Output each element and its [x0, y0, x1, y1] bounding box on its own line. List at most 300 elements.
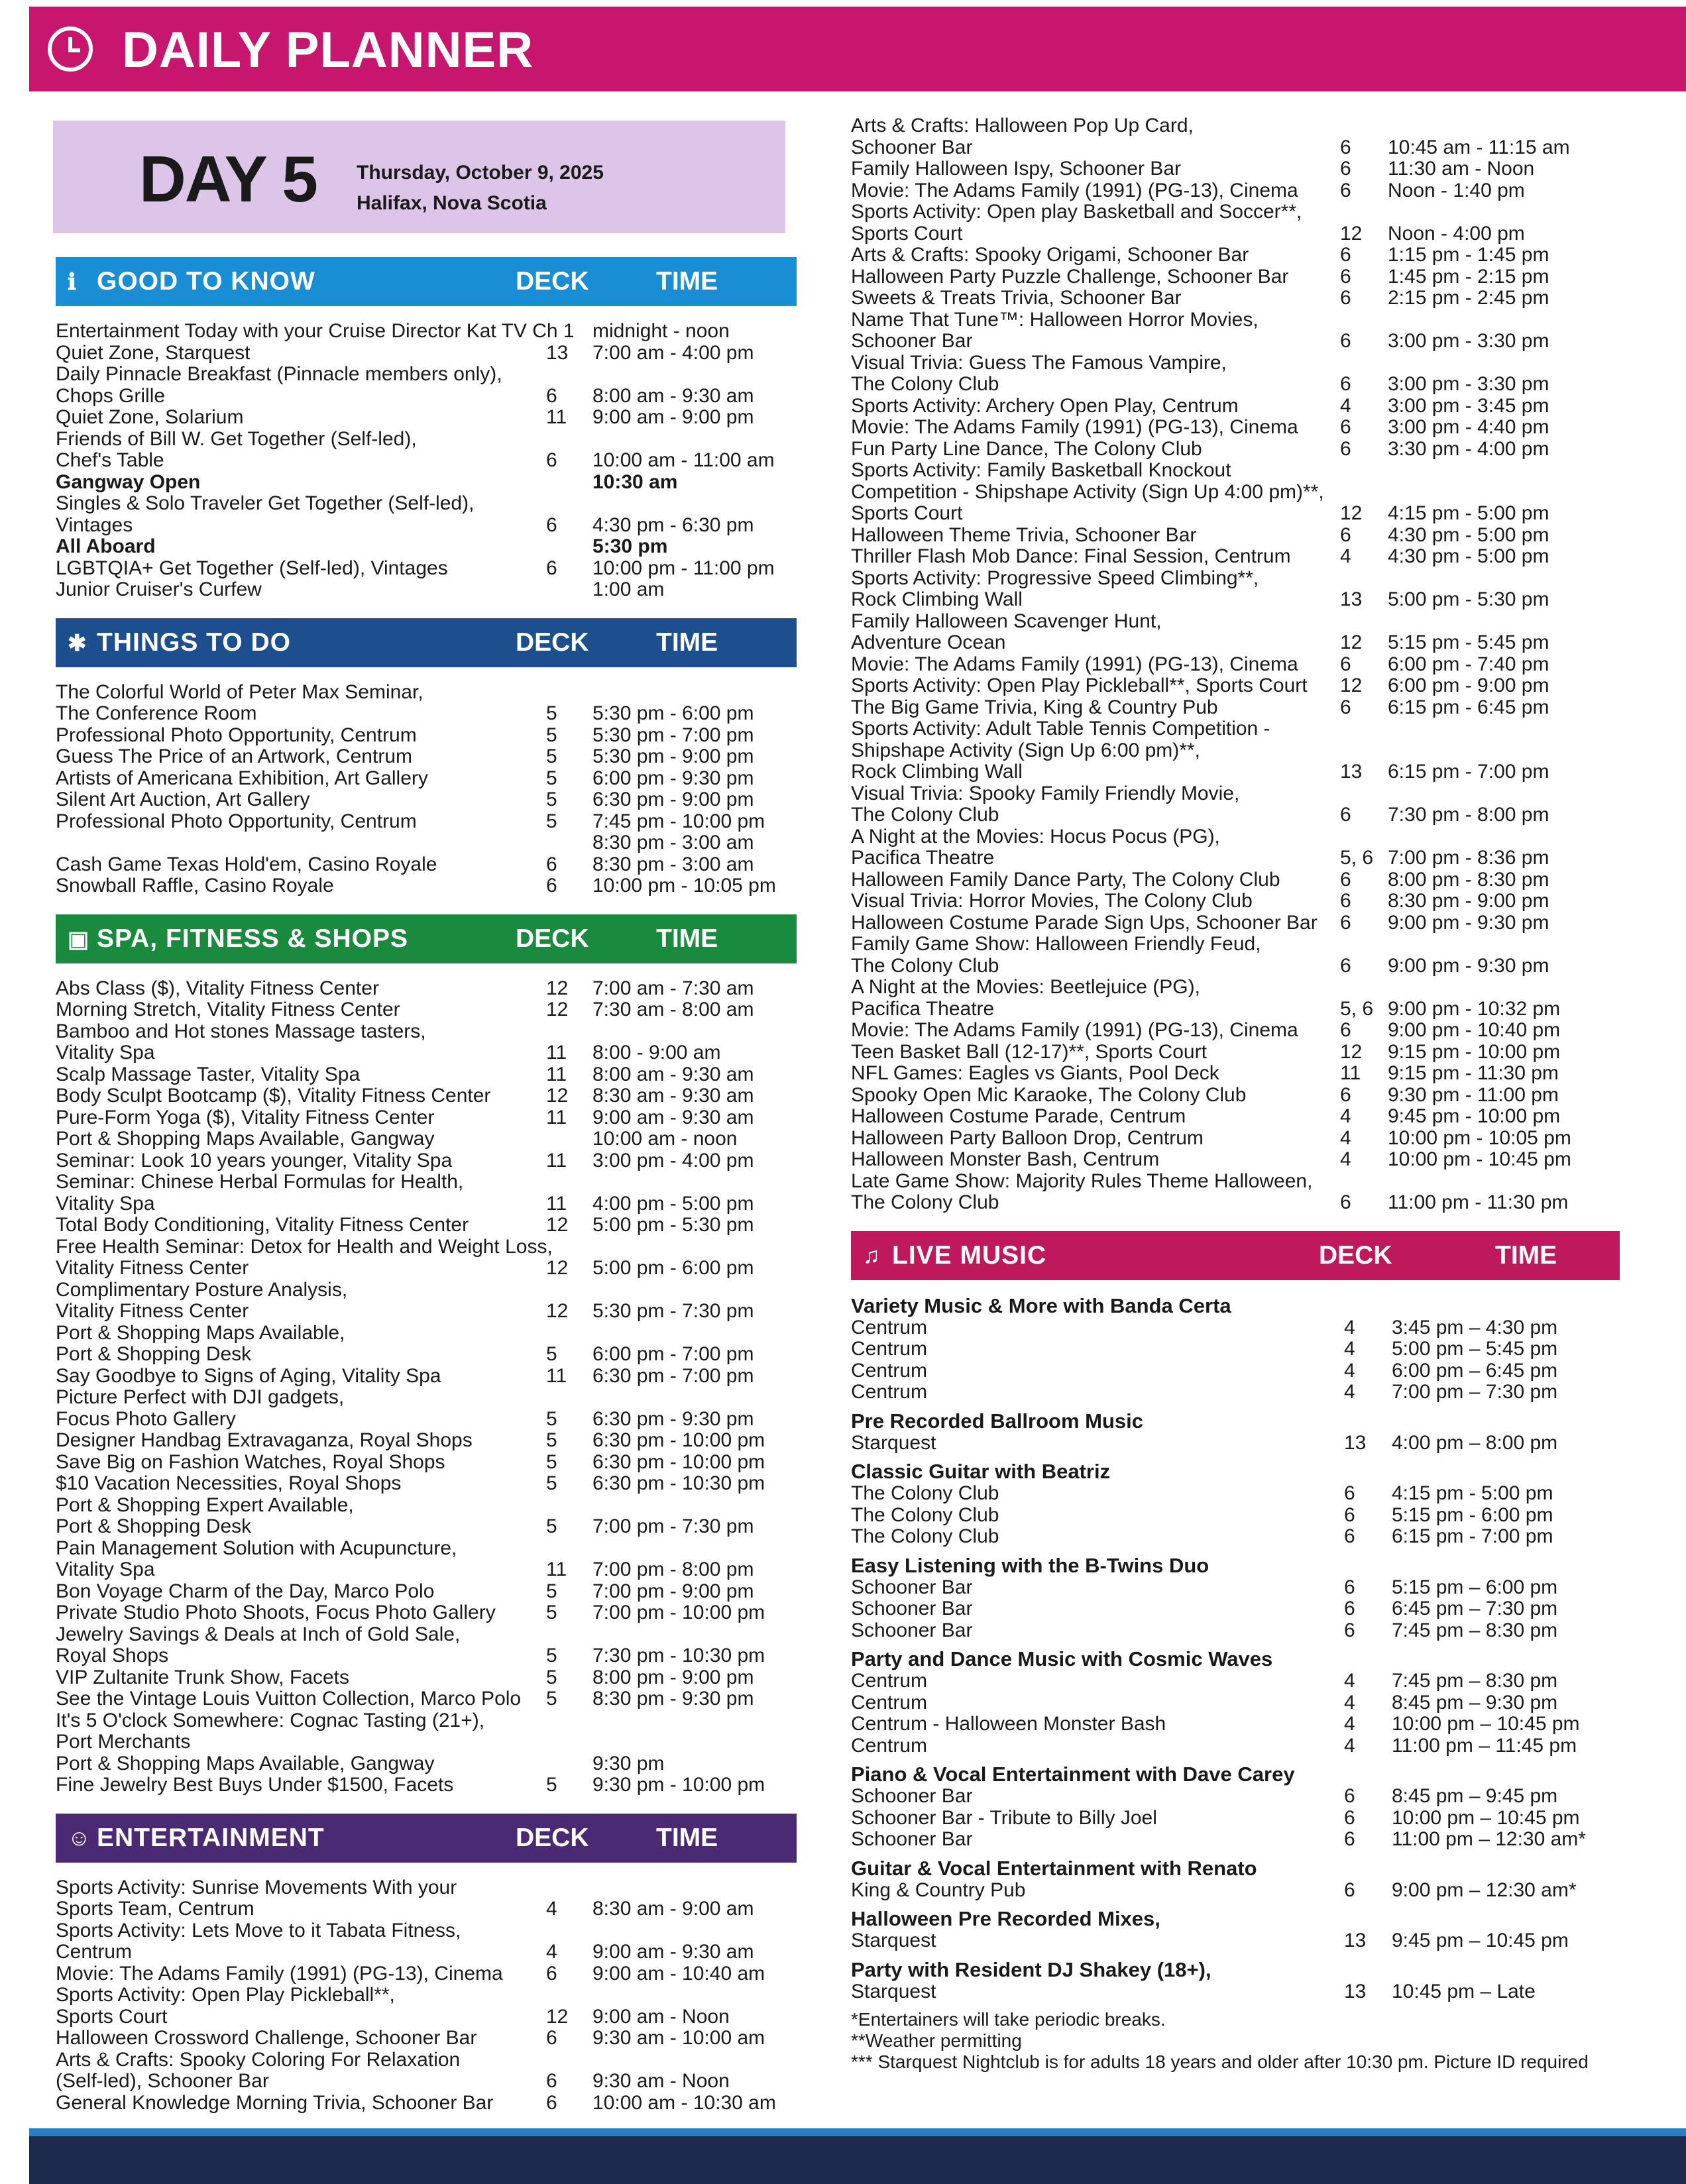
event-time: 7:00 pm – 7:30 pm [1392, 1381, 1558, 1403]
deck-number: 11 [546, 1042, 567, 1064]
deck-number: 4 [1340, 545, 1351, 567]
schedule-row [56, 429, 797, 451]
schedule-row [56, 1236, 797, 1258]
event-time: 9:30 am - Noon [592, 2070, 730, 2092]
deck-number: 5 [546, 1407, 557, 1430]
schedule-row [851, 740, 1673, 762]
deck-number: 6 [1344, 1525, 1355, 1547]
deck-number: 12 [1340, 502, 1363, 524]
event-name: Sports Activity: Open play Basketball and Soccer**, [851, 201, 1302, 223]
deck-number: 4 [1340, 1126, 1351, 1149]
event-name: Port & Shopping Expert Available, [56, 1494, 354, 1516]
schedule-row [56, 1409, 797, 1431]
event-name: Sports Court [851, 222, 963, 245]
event-name: Arts & Crafts: Halloween Pop Up Card, [851, 115, 1194, 136]
deck-number: 6 [1344, 1806, 1355, 1829]
event-name: Sports Court [851, 502, 963, 524]
schedule-row [56, 1172, 797, 1193]
music-group-title: Party and Dance Music with Cosmic Waves [851, 1647, 1273, 1670]
spa-fitness-shops-header: ▣ SPA, FITNESS & SHOPS DECK TIME [56, 914, 797, 963]
event-name: Family Game Show: Halloween Friendly Feud, [851, 933, 1261, 955]
event-name: Centrum [851, 1316, 928, 1338]
event-name: See the Vintage Louis Vuitton Collection, Marco Polo [56, 1688, 522, 1710]
deck-number: 6 [1340, 696, 1351, 718]
event-name: Singles & Solo Traveler Get Together (Self-led), [56, 492, 475, 514]
event-name: A Night at the Movies: Beetlejuice (PG), [851, 976, 1200, 998]
event-time: 8:00 am - 9:30 am [592, 384, 754, 407]
event-time: 9:00 pm - 10:32 pm [1388, 997, 1561, 1020]
schedule-row [56, 682, 797, 704]
event-time: 5:15 pm - 5:45 pm [1388, 631, 1549, 653]
schedule-row [851, 460, 1673, 482]
shopping-bag-icon: ▣ [68, 926, 89, 952]
deck-number: 4 [1344, 1359, 1355, 1382]
deck-number: 13 [1344, 1431, 1367, 1454]
event-time: 5:30 pm - 9:00 pm [592, 745, 754, 767]
schedule-row [851, 1829, 1673, 1851]
deck-number: 6 [1344, 1879, 1355, 1901]
event-name: Vitality Spa [56, 1558, 155, 1580]
event-name: Sweets & Treats Trivia, Schooner Bar [851, 287, 1182, 309]
music-group-title: Party with Resident DJ Shakey (18+), [851, 1957, 1211, 1981]
schedule-row [56, 832, 797, 854]
event-name: Halloween Party Puzzle Challenge, Schooner Bar [851, 265, 1289, 288]
schedule-row [851, 1670, 1673, 1692]
event-name: Name That Tune™: Halloween Horror Movies, [851, 308, 1259, 331]
schedule-row [851, 1192, 1673, 1214]
schedule-row [56, 1473, 797, 1495]
schedule-row [851, 611, 1673, 633]
schedule-row [851, 891, 1673, 912]
entertainment-header: ☺ ENTERTAINMENT DECK TIME [56, 1814, 797, 1863]
schedule-row [851, 439, 1673, 461]
schedule-row [851, 331, 1673, 353]
event-time: 9:00 pm - 9:30 pm [1388, 911, 1549, 934]
event-name: Schooner Bar [851, 1785, 973, 1807]
schedule-row [56, 1387, 797, 1409]
deck-number: 4 [1340, 1105, 1351, 1127]
schedule-row [851, 804, 1673, 826]
schedule-row [56, 407, 797, 429]
event-time: 10:00 pm - 11:00 pm [592, 557, 775, 579]
event-time: 6:30 pm - 10:30 pm [592, 1472, 765, 1494]
event-name: Sports Activity: Archery Open Play, Centrum [851, 394, 1239, 417]
deck-number: 4 [546, 1898, 557, 1920]
schedule-row [56, 1538, 797, 1560]
day-label: DAY 5 [139, 142, 317, 215]
event-name: Sports Activity: Lets Move to it Tabata Fitness, [56, 1919, 461, 1941]
deck-number: 6 [546, 875, 557, 897]
event-time: midnight - noon [592, 320, 730, 342]
deck-number: 6 [546, 449, 557, 471]
schedule-row [56, 1215, 797, 1236]
schedule-row [56, 789, 797, 811]
deck-number: 6 [546, 2027, 557, 2049]
things-to-do-header: ✱ THINGS TO DO DECK TIME [56, 618, 797, 667]
schedule-row [56, 1920, 797, 1942]
schedule-row [56, 1258, 797, 1280]
schedule-row [851, 1020, 1673, 1042]
deck-number: 4 [1340, 1148, 1351, 1170]
deck-number: 6 [546, 2070, 557, 2092]
deck-number: 6 [1340, 868, 1351, 891]
running-person-icon: ✱ [68, 630, 87, 656]
music-group-title: Halloween Pre Recorded Mixes, [851, 1907, 1160, 1930]
event-time: 5:00 pm - 5:30 pm [1388, 588, 1549, 610]
schedule-row [56, 999, 797, 1021]
schedule-row [56, 1645, 797, 1667]
event-time: 9:30 pm - 11:00 pm [1388, 1083, 1559, 1106]
event-name: Halloween Costume Parade Sign Ups, Schooner Bar [851, 911, 1318, 934]
event-time: 5:15 pm - 6:00 pm [1392, 1503, 1553, 1526]
event-time: 7:00 pm - 10:00 pm [592, 1602, 765, 1623]
event-time: 10:00 pm – 10:45 pm [1392, 1806, 1580, 1829]
deck-number: 12 [1340, 222, 1363, 245]
schedule-row [851, 1505, 1673, 1527]
event-time: 7:30 pm - 8:00 pm [1388, 804, 1549, 826]
event-name: Movie: The Adams Family (1991) (PG-13), Cinema [56, 1962, 503, 1985]
schedule-row [56, 1042, 797, 1064]
event-time: 5:00 pm - 6:00 pm [592, 1257, 754, 1279]
event-name: Spooky Open Mic Karaoke, The Colony Club [851, 1083, 1247, 1106]
schedule-row [56, 1624, 797, 1646]
event-time: 9:15 pm - 11:30 pm [1388, 1062, 1559, 1084]
event-name: Sports Activity: Progressive Speed Climbing**, [851, 567, 1259, 589]
event-time: 8:00 - 9:00 am [592, 1042, 721, 1064]
deck-number: 5 [546, 1580, 557, 1602]
event-time: 8:30 am - 9:00 am [592, 1898, 754, 1920]
deck-number: 4 [1344, 1713, 1355, 1735]
deck-number: 5 [546, 1602, 557, 1623]
schedule-row [56, 1667, 797, 1689]
event-time: 9:30 pm - 10:00 pm [592, 1774, 765, 1796]
event-time: Noon - 1:40 pm [1388, 179, 1525, 201]
event-name: Say Goodbye to Signs of Aging, Vitality Spa [56, 1364, 441, 1387]
schedule-row [56, 1193, 797, 1215]
event-name: Vitality Fitness Center [56, 1300, 249, 1322]
deck-number: 6 [1340, 179, 1351, 201]
event-name: Halloween Costume Parade, Centrum [851, 1105, 1186, 1127]
schedule-row [851, 1085, 1673, 1107]
event-name: A Night at the Movies: Hocus Pocus (PG), [851, 825, 1220, 847]
deck-number: 6 [1340, 437, 1351, 460]
deck-number: 6 [1340, 287, 1351, 309]
event-name: Private Studio Photo Shoots, Focus Photo Gallery [56, 1602, 496, 1623]
event-name: Vitality Fitness Center [56, 1257, 249, 1279]
deck-number: 6 [1340, 136, 1351, 158]
schedule-row [56, 1344, 797, 1366]
event-time: 3:00 pm - 3:30 pm [1388, 373, 1549, 395]
event-time: 8:45 pm – 9:45 pm [1392, 1785, 1558, 1807]
event-name: Cash Game Texas Hold'em, Casino Royale [56, 853, 437, 875]
schedule-row [56, 1710, 797, 1732]
schedule-row [56, 1941, 797, 1963]
deck-number: 6 [1340, 804, 1351, 826]
event-time: 8:45 pm – 9:30 pm [1392, 1691, 1558, 1714]
schedule-row [56, 493, 797, 515]
schedule-row [56, 1688, 797, 1710]
schedule-row [56, 1985, 797, 2006]
deck-number: 6 [1340, 1083, 1351, 1106]
event-time: 11:00 pm – 11:45 pm [1392, 1734, 1577, 1757]
event-name: The Colony Club [851, 804, 999, 826]
deck-number: 4 [1340, 394, 1351, 417]
event-name: Halloween Party Balloon Drop, Centrum [851, 1126, 1204, 1149]
deck-number: 4 [1344, 1338, 1355, 1360]
schedule-row [56, 579, 797, 601]
schedule-row [56, 515, 797, 537]
event-time: 9:45 pm – 10:45 pm [1392, 1930, 1569, 1951]
event-name: Halloween Theme Trivia, Schooner Bar [851, 523, 1197, 546]
event-time: 3:45 pm – 4:30 pm [1392, 1316, 1558, 1338]
event-name: Seminar: Look 10 years younger, Vitality Spa [56, 1149, 453, 1172]
event-name: Artists of Americana Exhibition, Art Gallery [56, 767, 428, 789]
schedule-row [851, 1808, 1673, 1829]
event-name: The Conference Room [56, 702, 257, 724]
event-time: 5:30 pm - 6:00 pm [592, 702, 754, 724]
event-time: 6:30 pm - 10:00 pm [592, 1450, 765, 1473]
deck-number: 4 [1344, 1691, 1355, 1714]
schedule-row [56, 703, 797, 725]
clock-icon [48, 27, 93, 72]
schedule-row [56, 978, 797, 1000]
event-name: Royal Shops [56, 1645, 169, 1666]
event-name: Entertainment Today with your Cruise Director Kat TV Ch 1 [56, 320, 575, 342]
event-name: Centrum [56, 1941, 133, 1963]
deck-number: 5 [546, 1429, 557, 1451]
schedule-row [56, 746, 797, 768]
event-time: 11:00 pm - 11:30 pm [1388, 1191, 1569, 1213]
event-name: Sports Court [56, 2005, 168, 2028]
schedule-row [851, 956, 1673, 977]
event-time: 3:00 pm - 4:00 pm [592, 1149, 754, 1172]
schedule-row [851, 999, 1673, 1020]
event-time: 5:30 pm - 7:00 pm [592, 724, 754, 746]
schedule-row [851, 546, 1673, 568]
schedule-row [851, 201, 1673, 223]
deck-number: 5 [546, 702, 557, 724]
event-time: 4:30 pm - 5:00 pm [1388, 523, 1549, 546]
schedule-row [56, 1963, 797, 1985]
deck-number: 12 [546, 999, 569, 1020]
schedule-row [851, 1692, 1673, 1714]
schedule-row [56, 386, 797, 408]
event-name: Port & Shopping Maps Available, [56, 1321, 345, 1344]
event-name: Rock Climbing Wall [851, 761, 1023, 783]
schedule-row [851, 718, 1673, 740]
event-time: Noon - 4:00 pm [1388, 222, 1525, 245]
event-time: 6:15 pm - 7:00 pm [1392, 1525, 1553, 1547]
schedule-row [851, 1106, 1673, 1128]
schedule-row [851, 847, 1673, 869]
schedule-row [851, 589, 1673, 611]
deck-number: 6 [1344, 1619, 1355, 1641]
event-time: 9:00 am - 9:30 am [592, 1941, 754, 1963]
event-time: 6:00 pm - 7:40 pm [1388, 653, 1549, 675]
event-name: Centrum [851, 1359, 928, 1382]
deck-number: 4 [1344, 1670, 1355, 1692]
deck-number: 5 [546, 1515, 557, 1537]
schedule-row [56, 2071, 797, 2093]
event-name: NFL Games: Eagles vs Giants, Pool Deck [851, 1062, 1219, 1084]
event-time: 6:30 pm - 9:30 pm [592, 1407, 754, 1430]
schedule-row [56, 1128, 797, 1150]
event-name: Snowball Raffle, Casino Royale [56, 875, 334, 897]
event-name: Jewelry Savings & Deals at Inch of Gold Sale, [56, 1623, 461, 1645]
planner-header [29, 7, 1686, 91]
event-name: Schooner Bar [851, 1619, 973, 1641]
event-name: Sports Activity: Open Play Pickleball**, Sports Court [851, 675, 1308, 696]
event-name: Port Merchants [56, 1731, 191, 1753]
event-name: Halloween Monster Bash, Centrum [851, 1148, 1160, 1170]
deck-number: 5 [546, 724, 557, 746]
event-name: King & Country Pub [851, 1879, 1026, 1901]
event-name: $10 Vacation Necessities, Royal Shops [56, 1472, 402, 1494]
event-name: Fun Party Line Dance, The Colony Club [851, 437, 1202, 460]
deck-number: 5 [546, 789, 557, 810]
event-name: Arts & Crafts: Spooky Coloring For Relaxation [56, 2048, 461, 2071]
event-name: Friends of Bill W. Get Together (Self-led), [56, 427, 417, 450]
schedule-row [56, 558, 797, 580]
event-name: Centrum [851, 1381, 928, 1403]
event-time: 7:00 am - 4:00 pm [592, 341, 754, 364]
event-time: 10:00 am - noon [592, 1128, 738, 1150]
theater-masks-icon: ☺ [68, 1825, 91, 1851]
event-name: Complimentary Posture Analysis, [56, 1278, 348, 1301]
event-time: 4:30 pm - 5:00 pm [1388, 545, 1549, 567]
deck-number: 12 [546, 1214, 569, 1236]
event-time: 9:30 am - 10:00 am [592, 2027, 765, 2049]
event-name: Vitality Spa [56, 1192, 155, 1215]
event-time: 9:15 pm - 10:00 pm [1388, 1040, 1561, 1063]
deck-number: 6 [1340, 265, 1351, 288]
schedule-row [56, 811, 797, 833]
event-name: Quiet Zone, Starquest [56, 341, 251, 364]
deck-number: 5, 6 [1340, 847, 1374, 869]
schedule-row [851, 1526, 1673, 1548]
deck-number: 6 [1344, 1576, 1355, 1598]
event-time: 7:00 pm - 8:36 pm [1388, 847, 1549, 869]
music-group-title: Easy Listening with the B-Twins Duo [851, 1553, 1209, 1577]
schedule-row [56, 1366, 797, 1388]
schedule-row [851, 1042, 1673, 1064]
event-time: 9:00 am - 9:00 pm [592, 406, 754, 428]
schedule-row [851, 934, 1673, 956]
schedule-row [56, 321, 797, 343]
right-column [851, 115, 1673, 2073]
event-name: Adventure Ocean [851, 631, 1006, 653]
schedule-row [56, 2093, 797, 2114]
event-name: Free Health Seminar: Detox for Health and Weight Loss, [56, 1235, 553, 1258]
schedule-row [56, 1430, 797, 1452]
event-time: 9:00 am - 9:30 am [592, 1106, 754, 1128]
event-time: 6:00 pm – 6:45 pm [1392, 1359, 1558, 1382]
schedule-row [56, 1323, 797, 1344]
event-name: Family Halloween Ispy, Schooner Bar [851, 158, 1181, 180]
event-name: Focus Photo Gallery [56, 1407, 236, 1430]
deck-number: 6 [1340, 373, 1351, 395]
schedule-row [851, 137, 1673, 159]
deck-number: 11 [1340, 1062, 1361, 1084]
deck-number: 6 [546, 384, 557, 407]
deck-number: 12 [546, 1257, 569, 1279]
event-time: 9:00 pm - 10:40 pm [1388, 1019, 1561, 1041]
deck-number: 6 [1340, 890, 1351, 912]
schedule-row [56, 343, 797, 364]
event-name: Schooner Bar [851, 1598, 973, 1619]
schedule-row [851, 482, 1673, 504]
event-time: 6:00 pm - 9:30 pm [592, 767, 754, 789]
event-name: Quiet Zone, Solarium [56, 406, 244, 428]
schedule-row [56, 1731, 797, 1753]
event-name: Sports Activity: Sunrise Movements With your [56, 1876, 457, 1898]
footnote: **Weather permitting [851, 2030, 1022, 2051]
event-time: 1:45 pm - 2:15 pm [1388, 265, 1549, 288]
schedule-row [851, 977, 1673, 999]
event-time: 11:00 pm – 12:30 am* [1392, 1828, 1586, 1850]
event-time: 8:30 am - 9:30 am [592, 1085, 754, 1107]
schedule-row [851, 309, 1673, 331]
deck-number: 12 [1340, 1040, 1363, 1063]
event-name: Schooner Bar [851, 1828, 973, 1850]
event-name: Schooner Bar [851, 330, 973, 352]
event-time: 8:00 am - 9:30 am [592, 1063, 754, 1085]
event-name: It's 5 O'clock Somewhere: Cognac Tasting (21+), [56, 1709, 485, 1731]
event-time: 9:00 am - Noon [592, 2005, 730, 2028]
footnotes [851, 2009, 1673, 2073]
deck-number: 6 [546, 853, 557, 875]
deck-number: 5, 6 [1340, 997, 1374, 1020]
deck-number: 13 [1344, 1980, 1367, 2002]
event-time: 3:30 pm - 4:00 pm [1388, 437, 1549, 460]
event-time: 7:00 pm - 7:30 pm [592, 1515, 754, 1537]
schedule-row [56, 1301, 797, 1323]
schedule-row [56, 1581, 797, 1603]
deck-number: 11 [546, 1192, 567, 1215]
event-name: Vitality Spa [56, 1042, 155, 1064]
event-time: 9:00 pm - 9:30 pm [1388, 954, 1549, 977]
event-name: Halloween Family Dance Party, The Colony Club [851, 868, 1280, 891]
event-name: Morning Stretch, Vitality Fitness Center [56, 999, 400, 1020]
deck-number: 6 [1340, 954, 1351, 977]
schedule-row [851, 1930, 1673, 1952]
event-name: Centrum [851, 1670, 928, 1692]
event-name: Sports Team, Centrum [56, 1898, 254, 1920]
event-time: 10:00 pm - 10:05 pm [1388, 1126, 1571, 1149]
event-time: 1:15 pm - 1:45 pm [1388, 244, 1549, 266]
event-time: 10:45 am - 11:15 am [1388, 136, 1570, 158]
event-time: 11:30 am - Noon [1388, 158, 1535, 180]
schedule-row [851, 417, 1673, 439]
deck-number: 6 [1340, 244, 1351, 266]
event-time: 10:00 pm – 10:45 pm [1392, 1713, 1580, 1735]
event-name: LGBTQIA+ Get Together (Self-led), Vintages [56, 557, 448, 579]
live-music-list [851, 1295, 1673, 2003]
schedule-row [851, 353, 1673, 374]
event-time: 10:00 am - 10:30 am [592, 2091, 776, 2114]
event-name: The Colony Club [851, 954, 999, 977]
event-name: Family Halloween Scavenger Hunt, [851, 610, 1162, 632]
event-name: The Colony Club [851, 373, 999, 395]
schedule-row [851, 1483, 1673, 1505]
deck-number: 6 [1340, 158, 1351, 180]
schedule-row [851, 1128, 1673, 1150]
info-icon: ℹ [68, 270, 76, 295]
event-time: 9:30 pm [592, 1752, 665, 1774]
event-time: 10:00 am - 11:00 am [592, 449, 775, 471]
event-name: Halloween Crossword Challenge, Schooner Bar [56, 2027, 477, 2049]
event-name: General Knowledge Morning Trivia, Schooner Bar [56, 2091, 494, 2114]
